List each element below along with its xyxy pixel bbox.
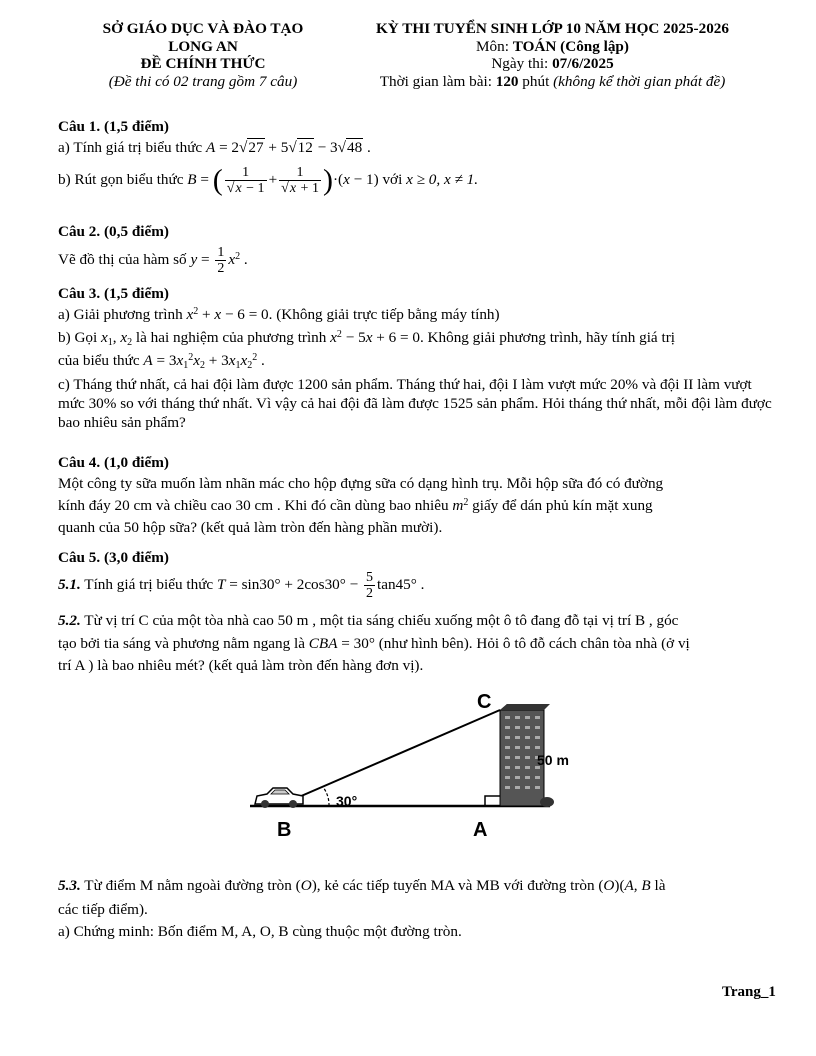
building-figure (245, 690, 575, 850)
q3-b-line2: của biểu thức $A = 3x_1^2x_2 + 3x_1x_2^2$ . (58, 352, 265, 371)
q1-title: Câu 1. (1,5 điểm) (58, 118, 169, 135)
date-value: 07/6/2025 (552, 55, 614, 72)
q5-part2-line1: 5.2. Từ vị trí C của một tòa nhà cao 50 m , một tia sáng chiếu xuống một ô tô đang đỗ tại vị trí B , góc (58, 612, 679, 629)
q3-b-line1: b) Gọi $x_1$, $x_2$ là hai nghiệm của phương trình $x^2 - 5x + 6 = 0$. Không giải phương trình, hãy tính giá trị (58, 329, 675, 348)
label-b: B (277, 819, 292, 841)
q3-b-expression: $A = 3x_1^2x_2 + 3x_1x_2^2$ . (143, 352, 265, 371)
q4-line2: kính đáy 20 cm và chiều cao 30 cm . Khi đó cần dùng bao nhiêu $m^2$ giấy để dán phủ kín mặt xung (58, 497, 653, 514)
q2-formula: y = $\frac{1}{2}$ $x^2$ . (190, 245, 248, 277)
date-line: Ngày thi: 07/6/2025 (491, 55, 614, 72)
province-name: LONG AN (168, 37, 238, 55)
q1-b-formula: B = ( $\frac{1}{√x - 1}$ + $\frac{1}{√x + 1}$ )·(x − 1) (187, 163, 379, 197)
q5-part3-line1: 5.3. Từ điểm M nằm ngoài đường tròn (O), kẻ các tiếp tuyến MA và MB với đường tròn (O)(A, B là (58, 877, 666, 894)
q1-a-formula: A = 2√27 + 5√12 − 3√48 . (205, 139, 371, 156)
q3-a: a) Giải phương trình $x^2 + x - 6 = 0$. (Không giải trực tiếp bằng máy tính) (58, 306, 500, 323)
q5-title: Câu 5. (3,0 điểm) (58, 549, 169, 566)
shrub (540, 797, 554, 807)
subject-value: TOÁN (Công lập) (512, 37, 629, 55)
q3-roots: $x_1$, $x_2$ (101, 329, 133, 348)
label-c: C (477, 691, 492, 713)
header-right (340, 20, 765, 90)
angle-label: 30° (336, 793, 358, 809)
page-number: Trang_1 (722, 984, 776, 1000)
q5-angle: CBA = 30° (308, 635, 375, 652)
page-count-note: (Đề thi có 02 trang gồm 7 câu) (108, 72, 298, 90)
height-label: 50 m (537, 752, 569, 768)
angle-arc (323, 787, 329, 806)
label-a: A (473, 819, 488, 841)
q5-part1: 5.1. Tính giá trị biểu thức T = sin30° + 2cos30° − $\frac{5}{2}$ tan45° . (58, 570, 425, 602)
circle-o: (O) (295, 877, 317, 894)
q5-part2-line2: tạo bởi tia sáng và phương nằm ngang là CBA = 30° (như hình bên). Hỏi ô tô đỗ cách chân tòa nhà (ở vị (58, 635, 690, 652)
time-line: Thời gian làm bài: 120 phút (không kể thời gian phát đề) (379, 72, 726, 90)
subject-line: Môn: TOÁN (Công lập) (476, 37, 629, 55)
q1-b: b) Rút gọn biểu thức B = ( $\frac{1}{√x - 1}$ + $\frac{1}{√x + 1}$ )·(x − 1) với x ≥ 0, x ≠ 1. (58, 163, 479, 197)
q5-part3-line2: các tiếp điểm). (58, 901, 148, 918)
right-angle-mark (485, 796, 500, 806)
q2-title: Câu 2. (0,5 điểm) (58, 223, 169, 240)
time-value: 120 (495, 72, 519, 90)
official-label: ĐỀ CHÍNH THỨC (140, 55, 266, 72)
q4-line3: quanh của 50 hộp sữa? (kết quả làm tròn đến hàng phần mười). (58, 519, 443, 536)
q5-1-expression: T = sin30° + 2cos30° − $\frac{5}{2}$ tan45° . (216, 570, 425, 602)
q4-unit: $m^2$ (452, 497, 469, 514)
q5-part2-line3: trí A ) là bao nhiêu mét? (kết quả làm tròn đến hàng đơn vị). (58, 657, 424, 674)
circle-o-points: (O)(A, B (598, 877, 651, 894)
q3-title: Câu 3. (1,5 điểm) (58, 285, 169, 302)
q3-b-equation: $x^2 - 5x + 6 = 0$ (330, 329, 420, 346)
q3-c: c) Tháng thứ nhất, cả hai đội làm được 1200 sản phẩm. Tháng thứ hai, đội I làm vượt mức 20% và đội II làm vượt mức 30% so với tháng thứ nhất. Vì vậy cả hai đội đã làm được 1525 sản phẩm. Hỏi tháng thứ nhất, mỗi đội làm được bao nhiêu sản phẩm? (58, 376, 772, 431)
department-name: SỞ GIÁO DỤC VÀ ĐÀO TẠO (102, 20, 304, 37)
header-left (58, 20, 348, 90)
q5-part3-a: a) Chứng minh: Bốn điểm M, A, O, B cùng thuộc một đường tròn. (58, 923, 462, 940)
q1-a: a) Tính giá trị biểu thức A = 2√27 + 5√12 − 3√48 . (58, 139, 371, 156)
light-ray (285, 710, 500, 803)
building-roof (500, 704, 550, 710)
q2-text: Vẽ đồ thị của hàm số y = $\frac{1}{2}$ $x^2$ . (58, 245, 248, 277)
q4-line1: Một công ty sữa muốn làm nhãn mác cho hộp đựng sữa có dạng hình trụ. Mỗi hộp sữa đó có đường (58, 475, 664, 492)
exam-title: KỲ THI TUYỂN SINH LỚP 10 NĂM HỌC 2025-2026 (375, 20, 729, 37)
q3-a-equation: $x^2 + x - 6 = 0$ (186, 306, 269, 323)
q4-title: Câu 4. (1,0 điểm) (58, 454, 169, 471)
